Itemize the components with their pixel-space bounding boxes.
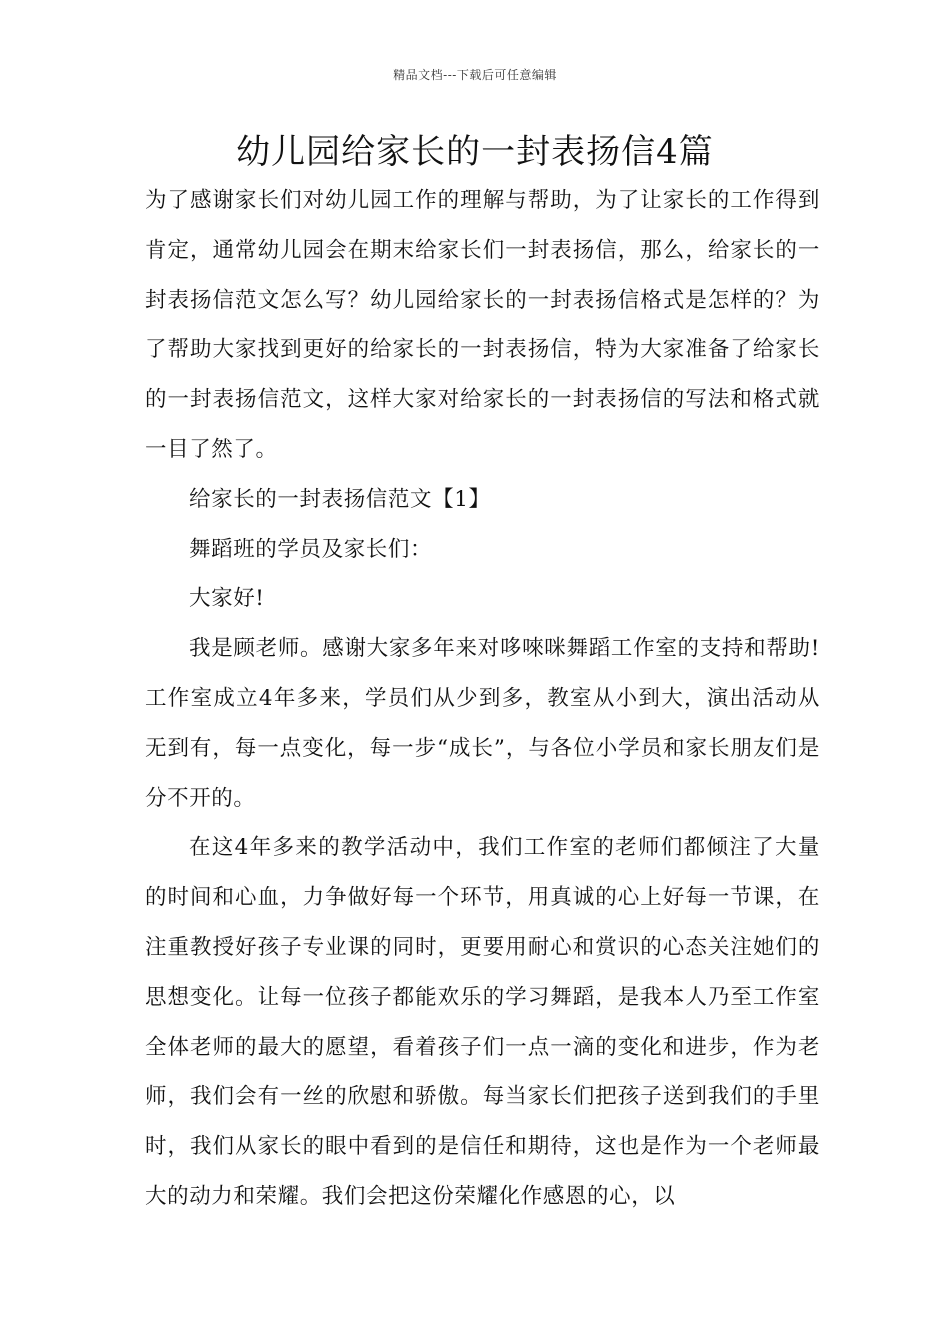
body-paragraph: 在这4年多来的教学活动中，我们工作室的老师们都倾注了大量的时间和心血，力争做好每一个环节，用真诚的心上好每一节课，在注重教授好孩子专业课的同时，更要用耐心和赏识的心态关注她们的思想变化。让每一位孩子都能欢乐的学习舞蹈，是我本人乃至工作室全体老师的最大的愿望，看着孩子们一点一滴的变化和进步，作为老师，我们会有一丝的欣慰和骄傲。每当家长们把孩子送到我们的手里时，我们从家长的眼中看到的是信任和期待，这也是作为一个老师最大的动力和荣耀。我们会把这份荣耀化作感恩的心，以	[145, 835, 820, 1209]
greeting: 大家好!	[189, 586, 265, 612]
intro-paragraph: 为了感谢家长们对幼儿园工作的理解与帮助，为了让家长的工作得到肯定，通常幼儿园会在期末给家长们一封表扬信，那么，给家长的一封表扬信范文怎么写？幼儿园给家长的一封表扬信格式是怎样的？为了帮助大家找到更好的给家长的一封表扬信，特为大家准备了给家长的一封表扬信范文，这样大家对给家长的一封表扬信的写法和格式就一目了然了。	[145, 188, 820, 462]
body-paragraph: 我是顾老师。感谢大家多年来对哆唻咪舞蹈工作室的支持和帮助!工作室成立4年多来，学员们从少到多，教室从小到大，演出活动从无到有，每一点变化，每一步“成长”，与各位小学员和家长朋友们是分不开的。	[145, 636, 820, 811]
document-body	[145, 176, 820, 1222]
page-title: 幼儿园给家长的一封表扬信4篇	[236, 132, 714, 172]
header-note: 精品文档---下载后可任意编辑	[393, 68, 557, 82]
salutation: 舞蹈班的学员及家长们：	[189, 536, 433, 562]
section-heading: 给家长的一封表扬信范文【1】	[189, 486, 491, 512]
